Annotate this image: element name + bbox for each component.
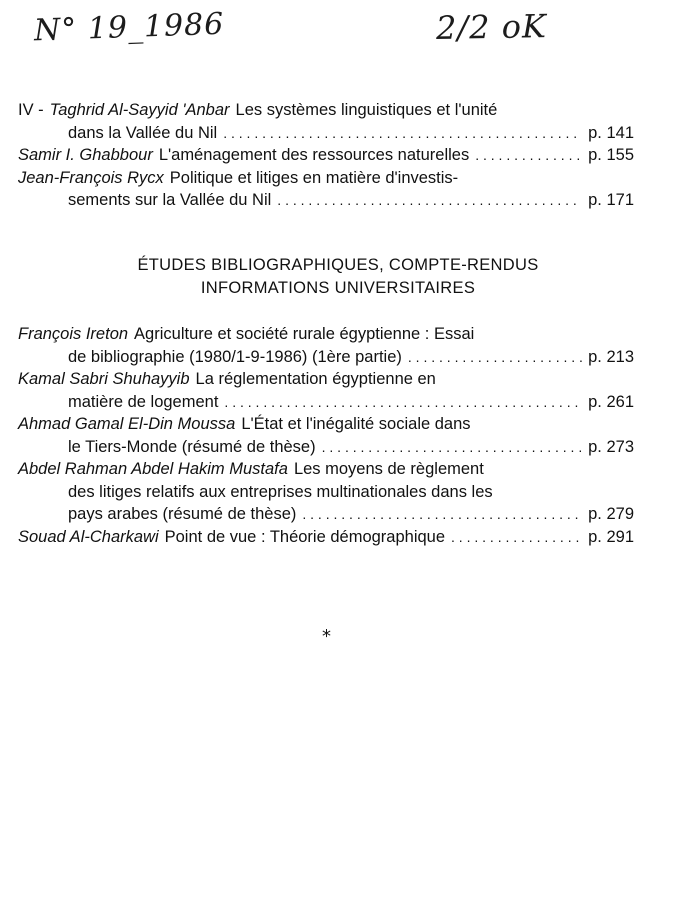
entry-title: La réglementation égyptienne en <box>195 370 436 388</box>
entry-author: Ahmad Gamal El-Din Moussa <box>18 415 236 433</box>
toc-entry[interactable] <box>18 99 634 144</box>
entry-title: L'aménagement des ressources naturelles <box>158 146 470 164</box>
entry-title: Les moyens de règlement <box>293 460 484 478</box>
handwritten-issue-number: N° 19_1986 <box>33 6 225 49</box>
entry-author: Souad Al-Charkawi <box>18 527 159 546</box>
toc-entry[interactable] <box>18 526 634 549</box>
entry-page: p. 273 <box>588 437 634 456</box>
toc-entry[interactable] <box>18 144 634 167</box>
entry-page: p. 261 <box>588 392 634 411</box>
dot-leader <box>451 526 582 549</box>
entry-author: Abdel Rahman Abdel Hakim Mustafa <box>18 460 288 478</box>
dot-leader <box>408 346 582 369</box>
entry-author: François Ireton <box>18 325 129 343</box>
entry-title: L'État et l'inégalité sociale dans <box>241 415 471 433</box>
entry-title: Point de vue : Théorie démographique <box>164 527 446 546</box>
dot-leader <box>224 391 582 414</box>
toc-entry[interactable] <box>18 458 634 526</box>
entry-title-continued: pays arabes (résumé de thèse) <box>68 505 297 523</box>
entry-title-continued: des litiges relatifs aux entreprises multinationales dans les <box>68 482 493 501</box>
section-heading <box>18 254 658 299</box>
section-heading-line: ÉTUDES BIBLIOGRAPHIQUES, COMPTE-RENDUS <box>137 256 539 274</box>
section-numeral: IV - <box>18 101 44 119</box>
entry-title-continued: matière de logement <box>68 392 219 411</box>
entry-author: Kamal Sabri Shuhayyib <box>18 370 190 388</box>
entry-author: Jean-François Rycx <box>18 168 164 187</box>
dot-leader <box>322 436 583 459</box>
dot-leader <box>223 122 582 145</box>
entry-page: p. 279 <box>588 505 634 523</box>
entry-author: Taghrid Al-Sayyid 'Anbar <box>49 101 230 119</box>
entry-page: p. 291 <box>588 527 634 546</box>
toc-entry[interactable] <box>18 413 634 458</box>
entry-title-continued: le Tiers-Monde (résumé de thèse) <box>68 437 316 456</box>
entry-page: p. 171 <box>588 191 634 209</box>
separator-asterisk: * <box>322 626 331 647</box>
toc-entry[interactable] <box>18 167 634 212</box>
section-heading-line: INFORMATIONS UNIVERSITAIRES <box>200 278 476 297</box>
entry-title: Politique et litiges en matière d'investis- <box>169 168 459 187</box>
entry-title-continued: de bibliographie (1980/1-9-1986) (1ère partie) <box>68 347 402 366</box>
dot-leader <box>475 144 582 167</box>
toc-entry[interactable] <box>18 368 634 413</box>
entry-title-continued: dans la Vallée du Nil <box>68 123 218 142</box>
entry-page: p. 155 <box>588 146 634 164</box>
entry-title: Agriculture et société rurale égyptienne : Essai <box>134 325 475 343</box>
toc-entry[interactable] <box>18 323 634 368</box>
entry-author: Samir I. Ghabbour <box>18 146 153 164</box>
toc-section-articles <box>18 99 634 212</box>
toc-section-bibliography <box>18 323 634 548</box>
dot-leader <box>277 189 582 212</box>
entry-page: p. 141 <box>588 123 634 142</box>
entry-title: Les systèmes linguistiques et l'unité <box>235 101 498 119</box>
entry-page: p. 213 <box>588 347 634 366</box>
dot-leader <box>302 503 582 526</box>
handwritten-check-note: 2/2 oK <box>435 7 548 47</box>
entry-title-continued: sements sur la Vallée du Nil <box>68 191 272 209</box>
